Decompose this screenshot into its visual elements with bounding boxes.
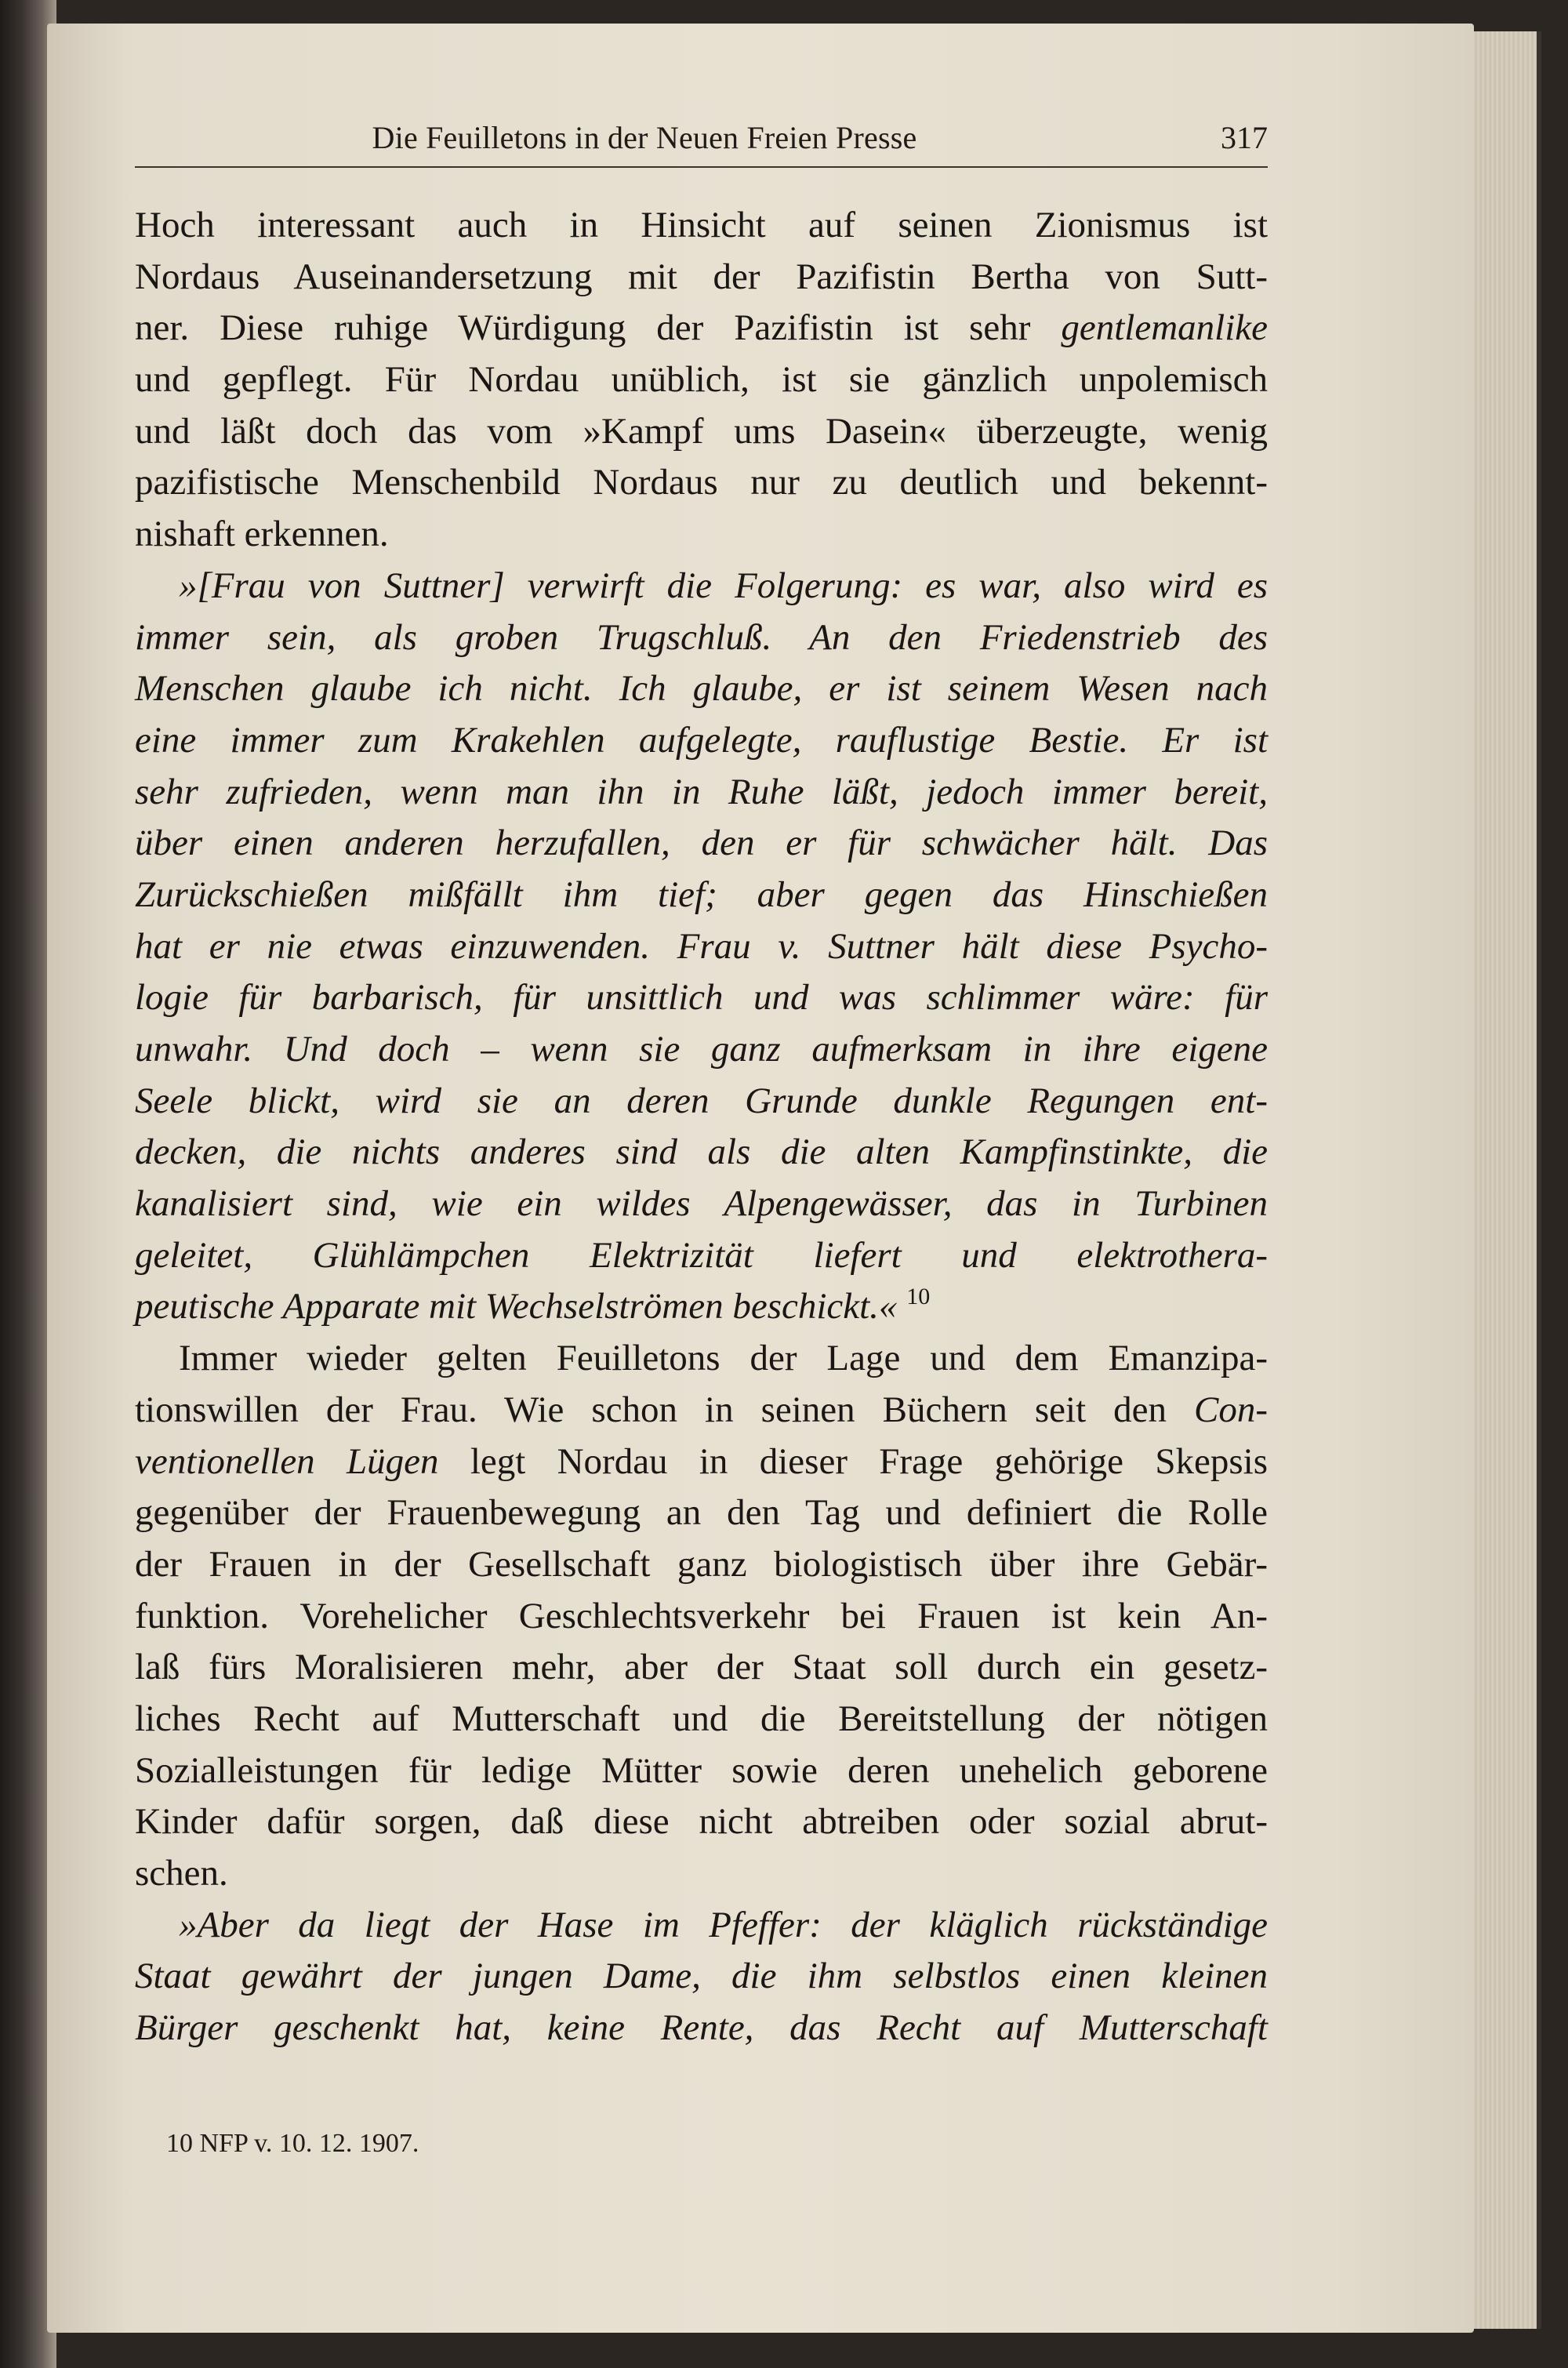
footnote: 10 NFP v. 10. 12. 1907. <box>166 2129 419 2158</box>
paragraph-line: schen. <box>135 1853 228 1894</box>
quote-line: decken, die nichts anderes sind als die alten Kampfinstinkte, die <box>135 1131 1268 1173</box>
running-title: Die Feuilletons in der Neuen Freien Presse <box>372 120 917 155</box>
paragraph-line: der Frauen in der Gesellschaft ganz biologistisch über ihre Gebär- <box>135 1543 1268 1585</box>
header-rule <box>135 166 1268 168</box>
quote-line: unwahr. Und doch – wenn sie ganz aufmerksam in ihre eigene <box>135 1029 1268 1070</box>
paragraph-line: und läßt doch das vom »Kampf ums Dasein« überzeugte, wenig <box>135 410 1268 452</box>
paragraph-line: nishaft erkennen. <box>135 514 389 555</box>
paragraph-line: pazifistische Menschenbild Nordaus nur zu deutlich und bekennt- <box>135 462 1268 503</box>
quote-line: hat er nie etwas einzuwenden. Frau v. Suttner hält diese Psycho- <box>135 925 1268 967</box>
quote-line: eine immer zum Krakehlen aufgelegte, rauflustige Bestie. Er ist <box>135 719 1268 761</box>
paragraph-line: tionswillen der Frau. Wie schon in seinen Büchern seit den Con- <box>135 1389 1268 1430</box>
quote-line: sehr zufrieden, wenn man ihn in Ruhe läßt, jedoch immer bereit, <box>135 771 1268 812</box>
paragraph-line: ner. Diese ruhige Würdigung der Pazifistin ist sehr gentlemanlike <box>135 307 1268 349</box>
running-header <box>135 119 1268 168</box>
paragraph-line: Nordaus Auseinandersetzung mit der Pazifistin Bertha von Sutt- <box>135 256 1268 297</box>
quote-line: Seele blickt, wird sie an deren Grunde dunkle Regungen ent- <box>135 1080 1268 1121</box>
paragraph-line: funktion. Vorehelicher Geschlechtsverkehr bei Frauen ist kein An- <box>135 1595 1268 1636</box>
page-number: 317 <box>1221 120 1268 155</box>
paragraph-line: Kinder dafür sorgen, daß diese nicht abtreiben oder sozial abrut- <box>135 1801 1268 1843</box>
quote-line: »[Frau von Suttner] verwirft die Folgerung: es war, also wird es <box>179 565 1268 606</box>
quote-line: »Aber da liegt der Hase im Pfeffer: der kläglich rückständige <box>179 1904 1268 1945</box>
paragraph-line: Immer wieder gelten Feuilletons der Lage und dem Emanzipa- <box>179 1338 1268 1379</box>
quote-line: über einen anderen herzufallen, den er für schwächer hält. Das <box>135 823 1268 864</box>
body-text <box>135 200 1268 2054</box>
paragraph-line: gegenüber der Frauenbewegung an den Tag und definiert die Rolle <box>135 1492 1268 1534</box>
paragraph-line: und gepflegt. Für Nordau unüblich, ist sie gänzlich unpolemisch <box>135 359 1268 401</box>
quote-line: geleitet, Glühlämpchen Elektrizität liefert und elektrothera- <box>135 1234 1268 1276</box>
quote-line: Staat gewährt der jungen Dame, die ihm selbstlos einen kleinen <box>135 1956 1268 1997</box>
quote-line: logie für barbarisch, für unsittlich und was schlimmer wäre: für <box>135 977 1268 1019</box>
quote-line: Menschen glaube ich nicht. Ich glaube, er ist seinem Wesen nach <box>135 668 1268 710</box>
quote-line: Zurückschießen mißfällt ihm tief; aber gegen das Hinschießen <box>135 873 1268 915</box>
paragraph-line: Sozialleistungen für ledige Mütter sowie deren unehelich geborene <box>135 1749 1268 1791</box>
quote-line: peutische Apparate mit Wechselströmen beschickt.« $^{10}$ <box>135 1284 931 1327</box>
quote-line: Bürger geschenkt hat, keine Rente, das Recht auf Mutterschaft <box>135 2007 1268 2049</box>
paragraph-line: ventionellen Lügen legt Nordau in dieser Frage gehörige Skepsis <box>135 1440 1268 1482</box>
footnote-marker: 10 <box>906 1284 931 1310</box>
paragraph-line: Hoch interessant auch in Hinsicht auf seinen Zionismus ist <box>135 205 1268 245</box>
paragraph-line: laß fürs Moralisieren mehr, aber der Staat soll durch ein gesetz- <box>135 1647 1268 1688</box>
page-edges <box>1474 31 1541 2329</box>
paragraph-line: liches Recht auf Mutterschaft und die Bereitstellung der nötigen <box>135 1698 1268 1739</box>
quote-line: kanalisiert sind, wie ein wildes Alpengewässer, das in Turbinen <box>135 1183 1268 1225</box>
quote-line: immer sein, als groben Trugschluß. An den Friedenstrieb des <box>135 616 1268 658</box>
